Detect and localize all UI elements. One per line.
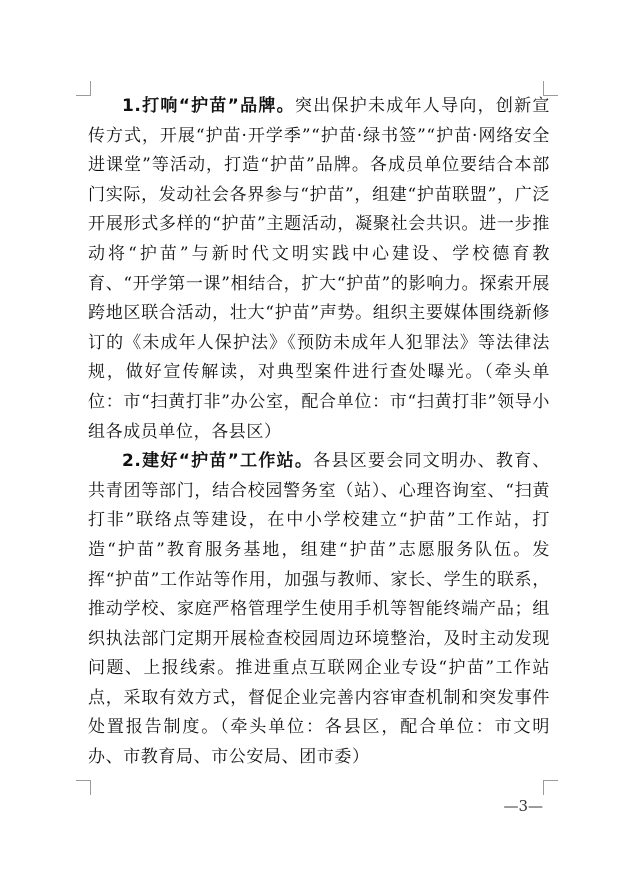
paragraph-2 bbox=[88, 447, 550, 773]
paragraph-2-text: 各县区要会同文明办、教育、共青团等部门，结合校园警务室（站）、心理咨询室、“扫黄打非”联络点等建设，在中小学校建立“护苗”工作站，打造“护苗”教育服务基地，组建“护苗”志愿服务队伍。发挥“护苗”工作站等作用，加强与教师、家长、学生的联系，推动学校、家庭严格管理学生使用手机等智能终端产品；组织执法部门定期开展检查校园周边环境整治，及时主动发现问题、上报线索。推进重点互联网企业专设“护苗”工作站点，采取有效方式，督促企业完善内容审查机制和突发事件处置报告制度。（牵头单位：各县区，配合单位：市文明办、市教育局、市公安局、团市委） bbox=[88, 451, 550, 768]
paragraph-1-text: 突出保护未成年人导向，创新宣传方式，开展“护苗·开学季”“护苗·绿书签”“护苗·网络安全进课堂”等活动，打造“护苗”品牌。各成员单位要结合本部门实际，发动社会各界参与“护苗”，组建“护苗联盟”，广泛开展形式多样的“护苗”主题活动，凝聚社会共识。进一步推动将“护苗”与新时代文明实践中心建设、学校德育教育、“开学第一课”相结合，扩大“护苗”的影响力。探索开展跨地区联合活动，壮大“护苗”声势。组织主要媒体围绕新修订的《未成年人保护法》《预防未成年人犯罪法》等法律法规，做好宣传解读，对典型案件进行查处曝光。（牵头单位：市“扫黄打非”办公室，配合单位：市“扫黄打非”领导小组各成员单位，各县区） bbox=[88, 96, 551, 442]
paragraph-2-heading: 2.建好“护苗”工作站。 bbox=[122, 451, 314, 472]
paragraph-1 bbox=[88, 92, 550, 447]
paragraph-1-heading: 1.打响“护苗”品牌。 bbox=[122, 96, 295, 116]
document-body bbox=[88, 92, 550, 773]
crop-mark-bottom-left bbox=[76, 780, 91, 795]
page-number: —3— bbox=[503, 797, 543, 815]
crop-mark-bottom-right bbox=[543, 780, 558, 795]
